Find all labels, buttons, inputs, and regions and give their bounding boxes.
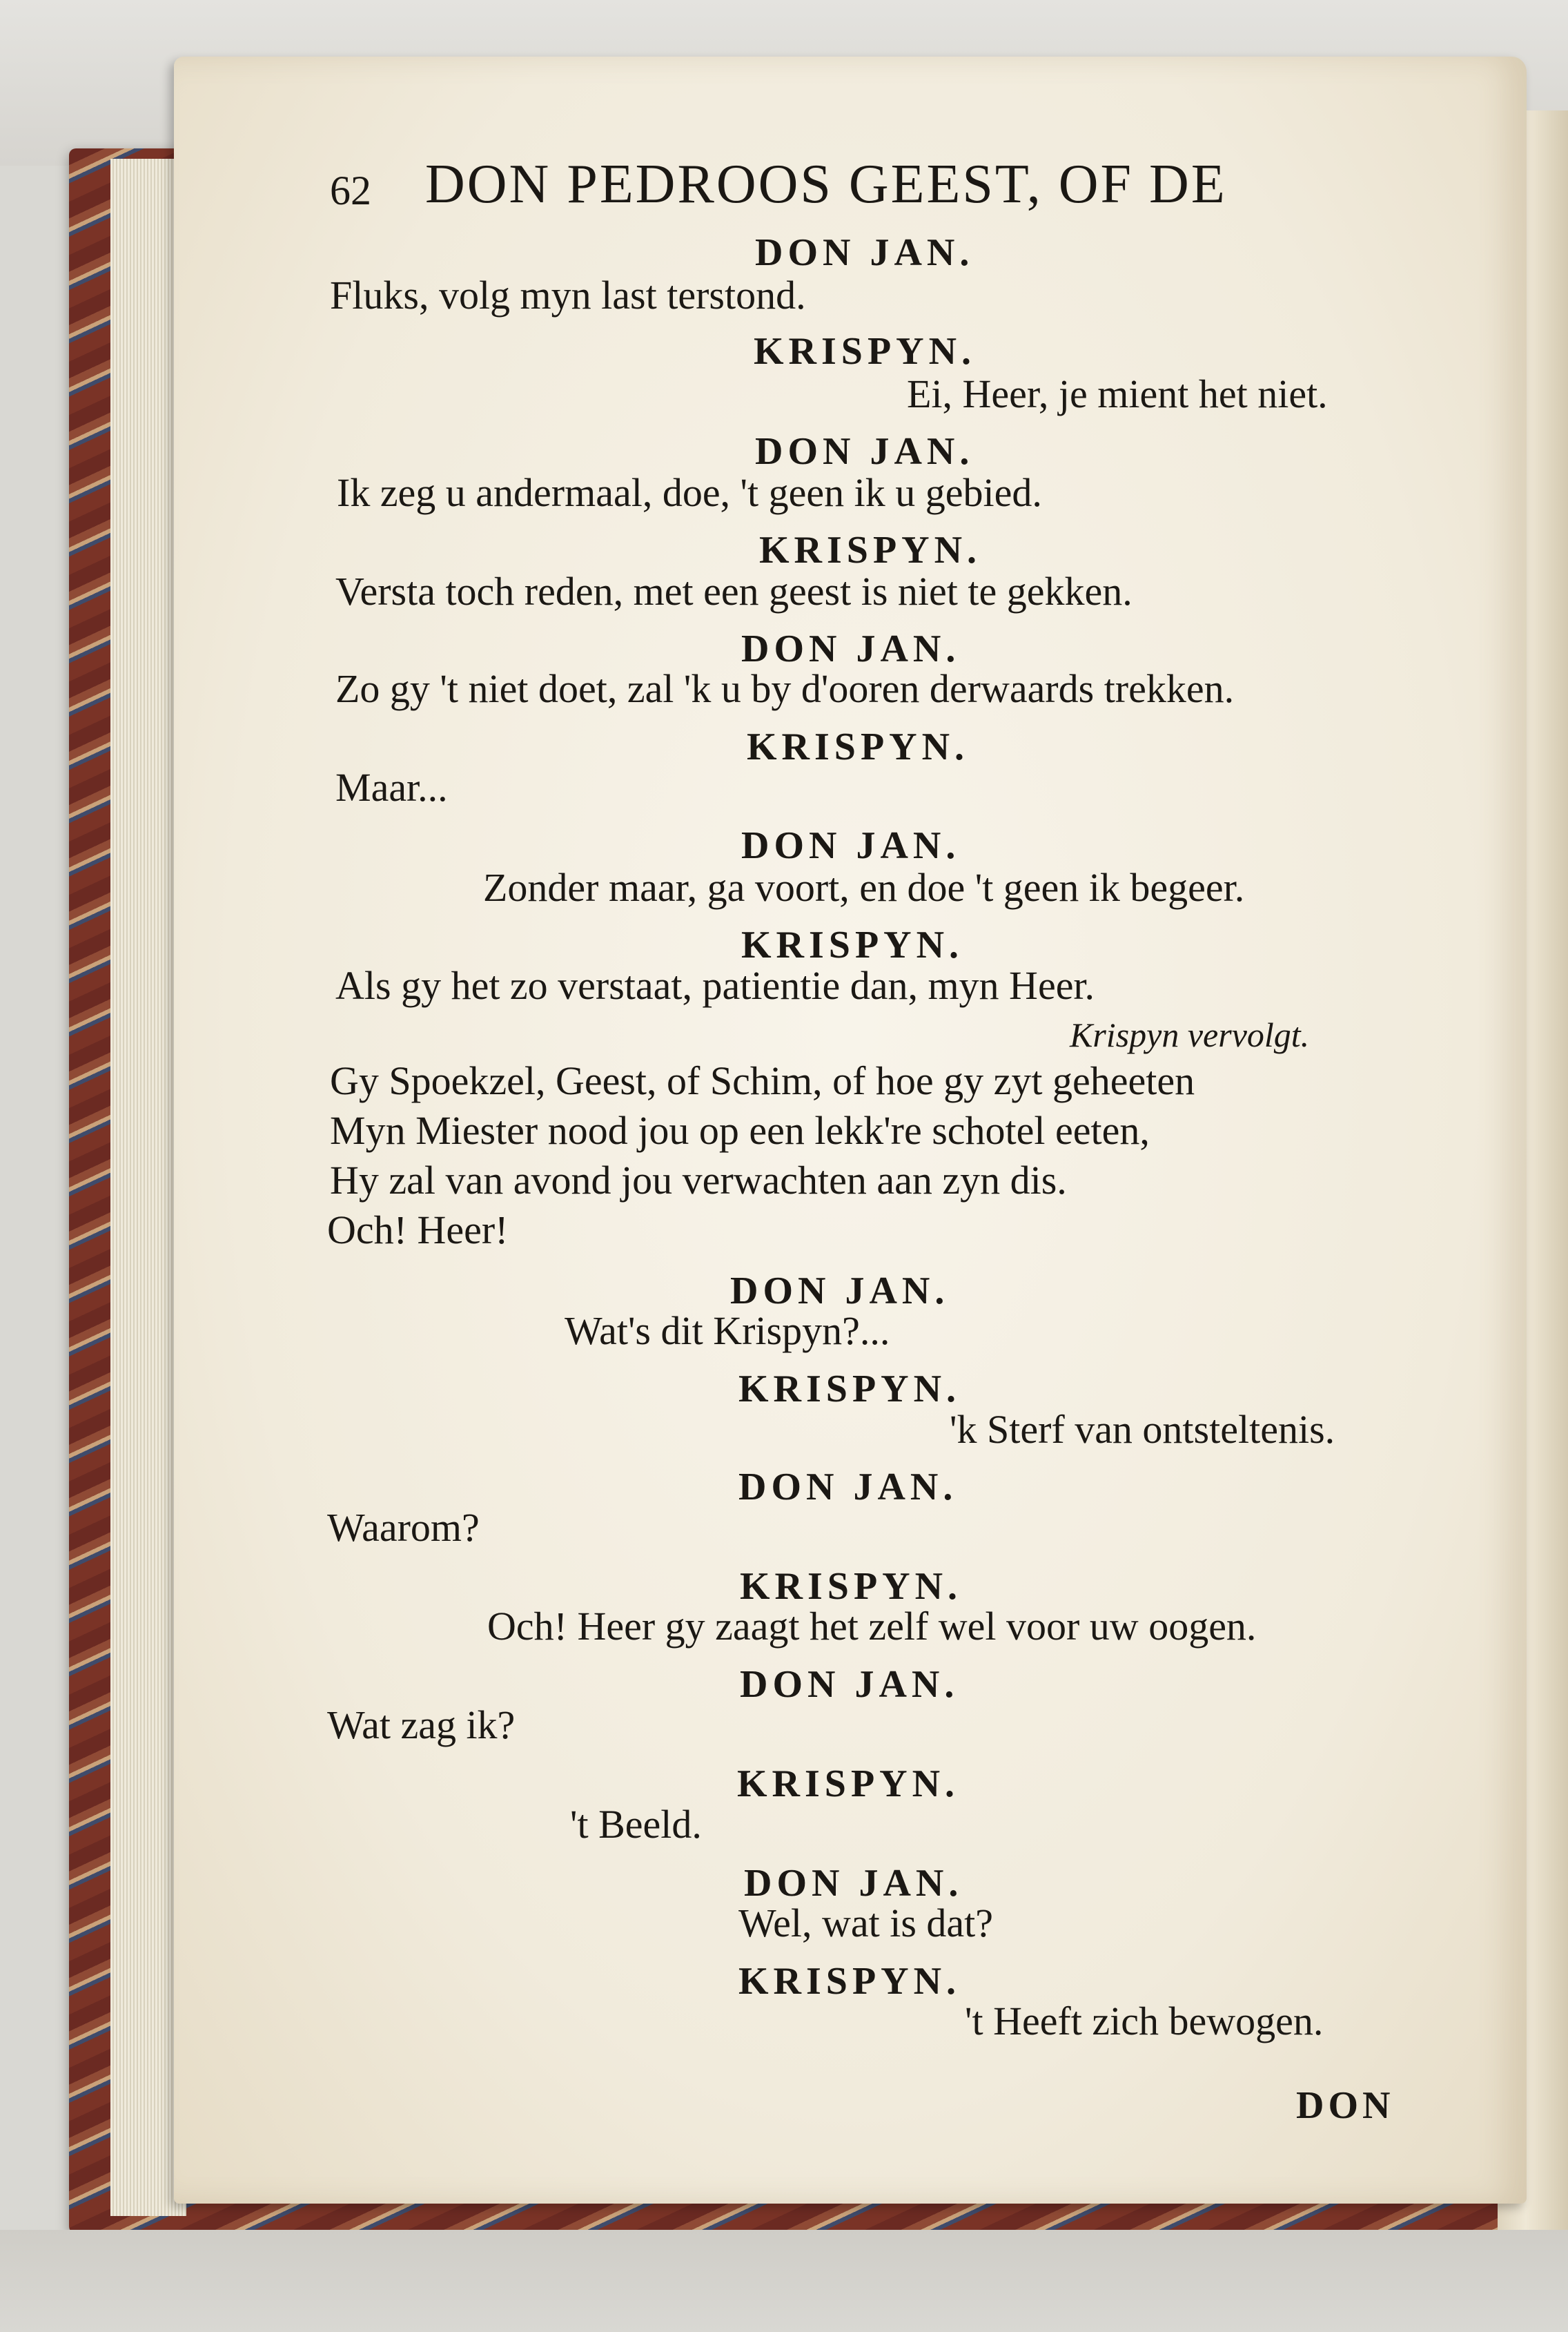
verse-line: Fluks, volg myn last terstond.	[330, 273, 806, 318]
verse-line: Waarom?	[327, 1505, 480, 1550]
speaker-label: KRISPYN.	[754, 330, 977, 373]
speaker-label: DON JAN.	[741, 824, 961, 867]
page-number: 62	[330, 168, 371, 213]
verse-line: Versta toch reden, met een geest is niet te gekken.	[335, 569, 1133, 614]
background-bottom	[0, 2230, 1568, 2332]
verse-line: Zo gy 't niet doet, zal 'k u by d'ooren derwaards trekken.	[335, 666, 1235, 711]
speaker-label: DON JAN.	[738, 1466, 958, 1508]
book-page	[174, 57, 1527, 2204]
verse-line: Als gy het zo verstaat, patientie dan, myn Heer.	[335, 963, 1095, 1008]
running-head: DON PEDROOS GEEST, OF DE	[425, 154, 1227, 215]
verse-line: Maar...	[335, 765, 448, 810]
verse-line: Wat zag ik?	[327, 1702, 516, 1747]
verse-line: Och! Heer gy zaagt het zelf wel voor uw oogen.	[487, 1604, 1257, 1649]
speaker-label: KRISPYN.	[740, 1565, 963, 1608]
speaker-label: DON JAN.	[755, 231, 974, 274]
verse-line: Ei, Heer, je mient het niet.	[907, 371, 1328, 416]
verse-line: Wat's dit Krispyn?...	[565, 1308, 890, 1353]
verse-line: Ik zeg u andermaal, doe, 't geen ik u gebied.	[337, 470, 1042, 515]
verse-line: 't Heeft zich bewogen.	[965, 1999, 1324, 2043]
speaker-label: KRISPYN.	[759, 529, 982, 572]
speaker-label: KRISPYN.	[737, 1762, 960, 1805]
speaker-label: KRISPYN.	[738, 1960, 961, 2003]
verse-line: Gy Spoekzel, Geest, of Schim, of hoe gy zyt geheeten	[330, 1058, 1195, 1103]
speaker-label: KRISPYN.	[741, 924, 964, 966]
verse-line: Och! Heer!	[327, 1207, 509, 1252]
speaker-label: DON JAN.	[740, 1663, 959, 1706]
verse-line: Wel, wat is dat?	[738, 1901, 993, 1945]
verse-line: Myn Miester nood jou op een lekk're schotel eeten,	[330, 1108, 1150, 1153]
speaker-label: KRISPYN.	[738, 1368, 961, 1410]
speaker-label: DON JAN.	[741, 628, 961, 670]
speaker-label: DON JAN.	[730, 1270, 950, 1312]
verse-line: 't Beeld.	[570, 1802, 702, 1847]
speaker-label: DON JAN.	[744, 1862, 963, 1905]
verse-line: Zonder maar, ga voort, en doe 't geen ik begeer.	[483, 865, 1245, 910]
speaker-label: DON JAN.	[755, 430, 974, 473]
stage-direction: Krispyn vervolgt.	[1070, 1016, 1310, 1054]
verse-line: Hy zal van avond jou verwachten aan zyn dis.	[330, 1158, 1067, 1203]
speaker-label: KRISPYN.	[747, 726, 970, 768]
catchword: DON	[1296, 2084, 1395, 2127]
verse-line: 'k Sterf van ontsteltenis.	[950, 1407, 1335, 1452]
